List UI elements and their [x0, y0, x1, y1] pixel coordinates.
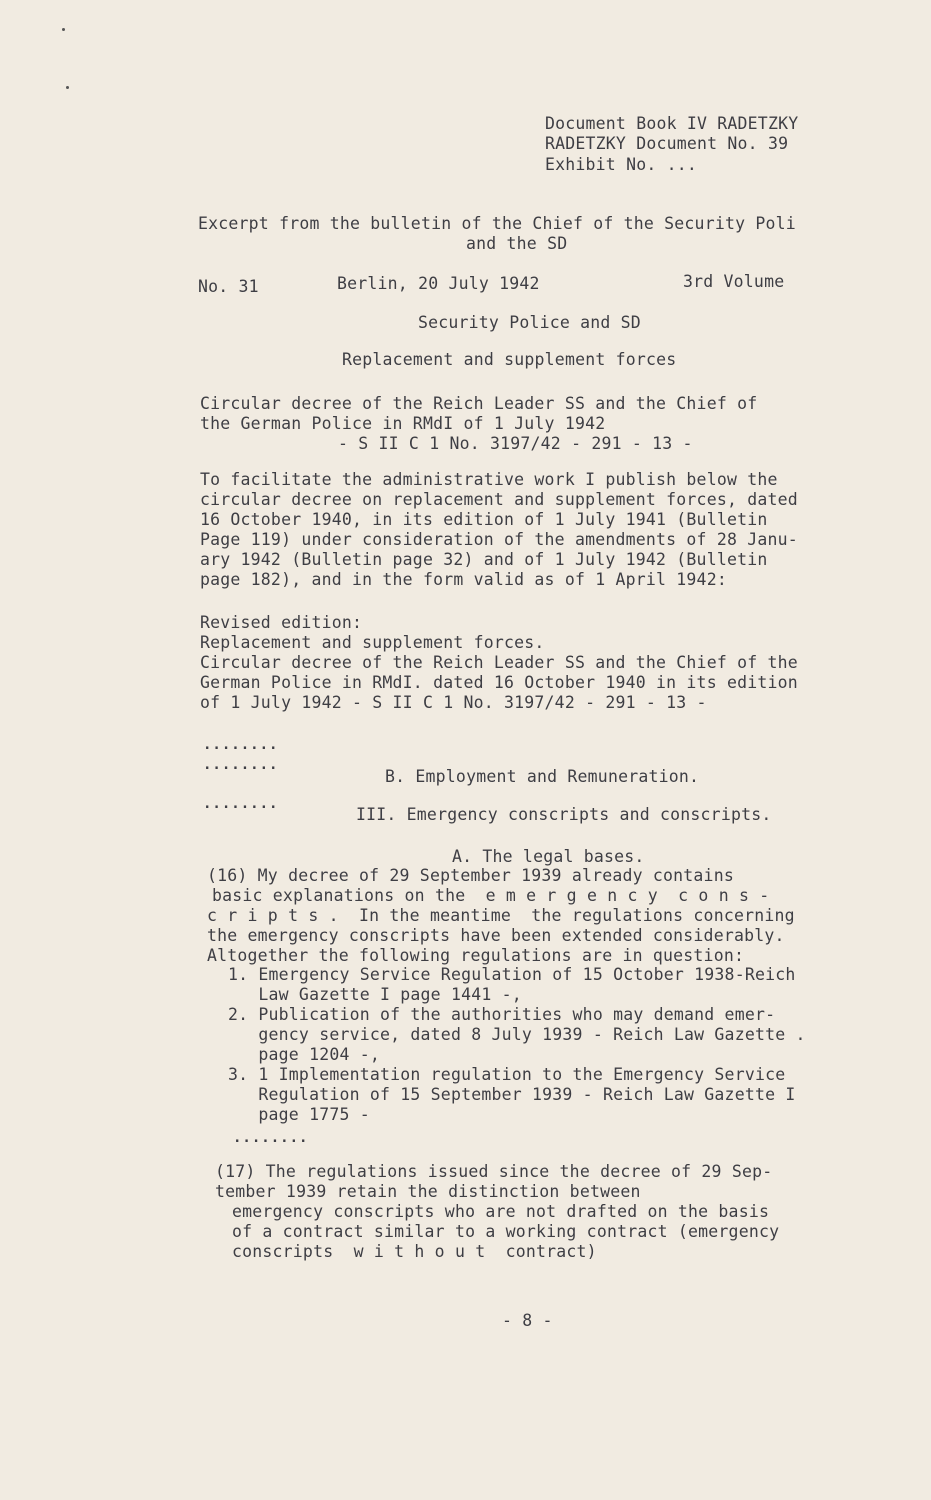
intro-line: 16 October 1940, in its edition of 1 July 1941 (Bulletin	[200, 510, 768, 529]
list-item: 2. Publication of the authorities who may demand emer-	[228, 1005, 776, 1024]
list-item: gency service, dated 8 July 1939 - Reich Law Gazette .	[228, 1025, 806, 1044]
issue-place-date: Berlin, 20 July 1942	[337, 274, 540, 293]
revised-line: of 1 July 1942 - S II C 1 No. 3197/42 - 291 - 13 -	[200, 693, 707, 712]
list-item: Law Gazette I page 1441 -,	[228, 985, 522, 1004]
revised-line: Replacement and supplement forces.	[200, 633, 545, 652]
para16-line: the emergency conscripts have been extended considerably.	[207, 926, 785, 945]
list-item: 1. Emergency Service Regulation of 15 October 1938-Reich	[228, 965, 796, 984]
circular-line-2: the German Police in RMdI of 1 July 1942	[200, 414, 606, 433]
ellipsis-marker: ........	[203, 757, 279, 773]
para16-line: basic explanations on the e m e r g e n c y c o n s -	[212, 886, 770, 905]
list-item: page 1775 -	[228, 1105, 370, 1124]
revised-line: German Police in RMdI. dated 16 October 1940 in its edition	[200, 673, 798, 692]
title-line-2: and the SD	[466, 234, 568, 253]
para17-line: emergency conscripts who are not drafted on the basis	[232, 1202, 770, 1221]
paper-speck	[62, 28, 65, 31]
subheading: Replacement and supplement forces	[342, 350, 677, 369]
part-iii-heading: III. Emergency conscripts and conscripts.	[356, 805, 772, 824]
para16-line: (16) My decree of 29 September 1939 already contains	[207, 866, 734, 885]
part-a-heading: A. The legal bases.	[452, 847, 645, 866]
para16-line: Altogether the following regulations are in question:	[207, 946, 745, 965]
para17-line: (17) The regulations issued since the decree of 29 Sep-	[215, 1162, 773, 1181]
page-number: - 8 -	[502, 1311, 553, 1330]
intro-line: circular decree on replacement and supplement forces, dated	[200, 490, 798, 509]
para16-line: c r i p t s . In the meantime the regulations concerning	[207, 906, 795, 925]
list-item: 3. 1 Implementation regulation to the Emergency Service	[228, 1065, 786, 1084]
header-line-3: Exhibit No. ...	[545, 155, 698, 174]
header-line-2: RADETZKY Document No. 39	[545, 134, 789, 153]
ellipsis-marker: ........	[233, 1130, 309, 1146]
issue-volume: 3rd Volume	[683, 272, 785, 291]
revised-line: Revised edition:	[200, 613, 363, 632]
intro-line: ary 1942 (Bulletin page 32) and of 1 July 1942 (Bulletin	[200, 550, 768, 569]
list-item: Regulation of 15 September 1939 - Reich Law Gazette I	[228, 1085, 796, 1104]
circular-line-3: - S II C 1 No. 3197/42 - 291 - 13 -	[338, 434, 693, 453]
issue-number: No. 31	[198, 277, 259, 296]
intro-line: Page 119) under consideration of the amendments of 28 Janu-	[200, 530, 798, 549]
paper-speck	[66, 86, 69, 89]
intro-line: To facilitate the administrative work I publish below the	[200, 470, 778, 489]
para17-line: of a contract similar to a working contract (emergency	[232, 1222, 780, 1241]
header-line-1: Document Book IV RADETZKY	[545, 114, 799, 133]
revised-line: Circular decree of the Reich Leader SS and the Chief of the	[200, 653, 798, 672]
ellipsis-marker: ........	[203, 737, 279, 753]
part-b-heading: B. Employment and Remuneration.	[385, 767, 700, 786]
title-line-1: Excerpt from the bulletin of the Chief of the Security Poli	[198, 214, 796, 233]
para17-line: conscripts w i t h o u t contract)	[232, 1242, 597, 1261]
section-heading: Security Police and SD	[418, 313, 641, 332]
list-item: page 1204 -,	[228, 1045, 381, 1064]
para17-line: tember 1939 retain the distinction between	[215, 1182, 641, 1201]
ellipsis-marker: ........	[203, 796, 279, 812]
circular-line-1: Circular decree of the Reich Leader SS and the Chief of	[200, 394, 758, 413]
intro-line: page 182), and in the form valid as of 1 April 1942:	[200, 570, 727, 589]
